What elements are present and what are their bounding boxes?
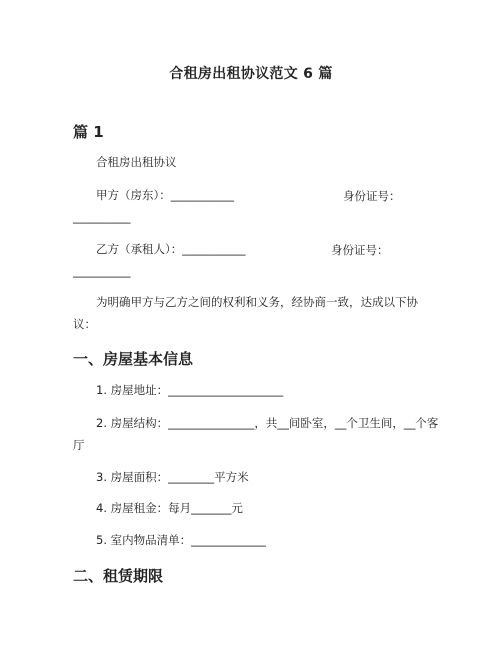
party-a-label: 甲方（房东）：___________ <box>96 188 234 202</box>
party-a-id-label: 身份证号： <box>343 189 401 203</box>
agreement-title: 合租房出租协议 <box>96 155 177 169</box>
section-1-item: 4. 房屋租金：每月_______元 <box>96 501 243 515</box>
document-title: 合租房出租协议范文 6 篇 <box>169 66 333 82</box>
section-1-item: 1. 房屋地址：____________________ <box>96 383 284 397</box>
party-b-label: 乙方（承租人）：___________ <box>96 242 246 256</box>
section-1-heading: 一、房屋基本信息 <box>73 350 194 368</box>
party-a-id-blank: __________ <box>73 210 131 224</box>
party-b-id-label: 身份证号： <box>331 243 389 257</box>
section-1-item: 3. 房屋面积：________平方米 <box>96 470 249 484</box>
section-1-item: 2. 房屋结构：_______________，共__间卧室，__个卫生间，__个客 <box>96 416 439 430</box>
section-1-item-continuation: 厅 <box>73 438 85 452</box>
chapter-heading: 篇 1 <box>73 123 104 141</box>
party-b-id-blank: __________ <box>73 264 131 278</box>
section-1-item: 5. 室内物品清单：_____________ <box>96 533 266 547</box>
intro-line-1: 为明确甲方与乙方之间的权利和义务，经协商一致，达成以下协 <box>96 295 418 309</box>
section-2-heading: 二、租赁期限 <box>73 567 164 585</box>
intro-line-2: 议： <box>73 317 96 331</box>
